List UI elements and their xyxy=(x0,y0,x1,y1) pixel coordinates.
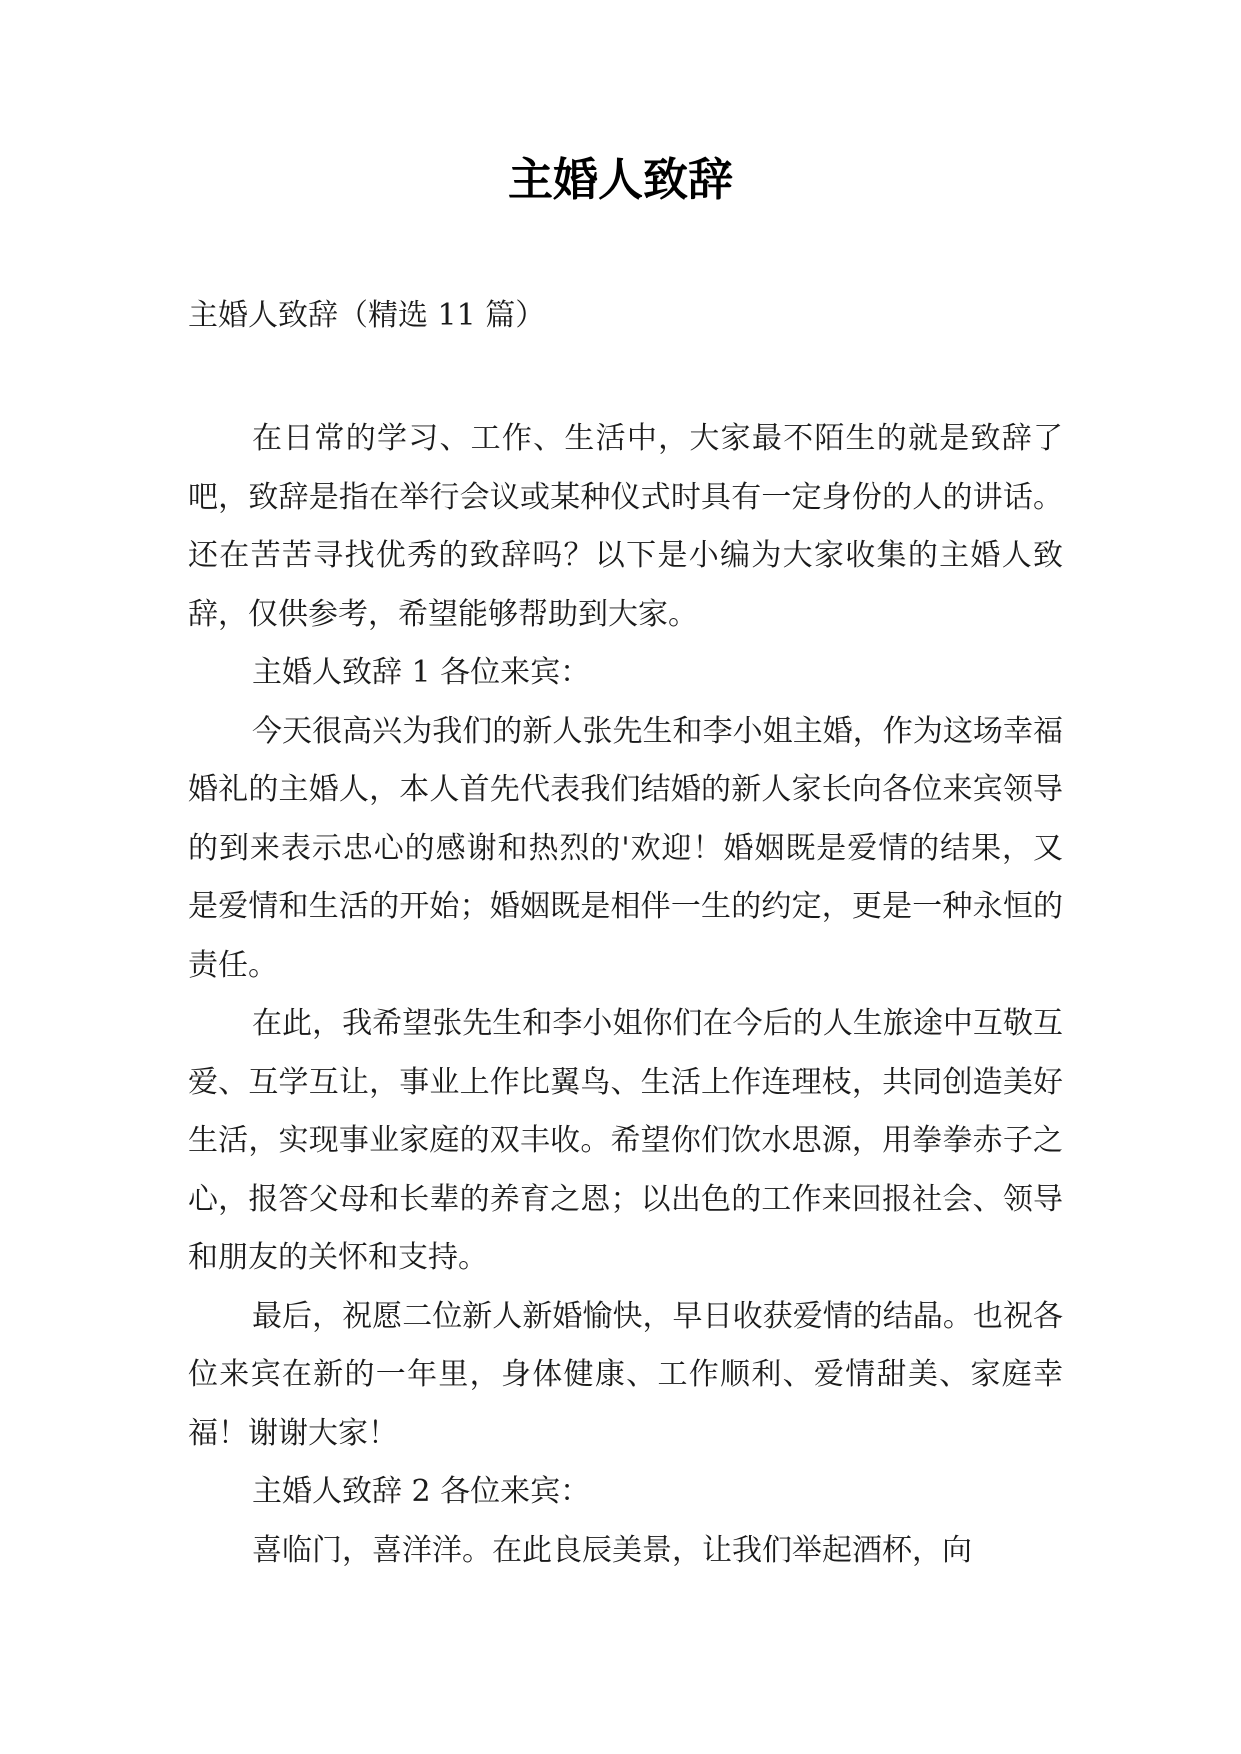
document-title: 主婚人致辞 xyxy=(507,153,733,206)
paragraph: 最后，祝愿二位新人新婚愉快，早日收获爱情的结晶。也祝各位来宾在新的一年里，身体健康、工作顺利、爱情甜美、家庭幸福！谢谢大家！ xyxy=(188,1298,1063,1451)
document-body xyxy=(188,410,1063,1580)
section-heading-1: 主婚人致辞 1 各位来宾： xyxy=(252,655,591,690)
section-heading-2: 主婚人致辞 2 各位来宾： xyxy=(252,1474,591,1509)
paragraph: 喜临门，喜洋洋。在此良辰美景，让我们举起酒杯，向 xyxy=(252,1532,972,1568)
paragraph: 在此，我希望张先生和李小姐你们在今后的人生旅途中互敬互爱、互学互让，事业上作比翼鸟、生活上作连理枝，共同创造美好生活，实现事业家庭的双丰收。希望你们饮水思源，用拳拳赤子之心，报答父母和长辈的养育之恩；以出色的工作来回报社会、领导和朋友的关怀和支持。 xyxy=(188,1006,1063,1275)
paragraph: 今天很高兴为我们的新人张先生和李小姐主婚，作为这场幸福婚礼的主婚人，本人首先代表我们结婚的新人家长向各位来宾领导的到来表示忠心的感谢和热烈的'欢迎！婚姻既是爱情的结果，又是爱情和生活的开始；婚姻既是相伴一生的约定，更是一种永恒的责任。 xyxy=(188,713,1063,983)
document-subtitle: 主婚人致辞（精选 11 篇） xyxy=(188,298,546,333)
paragraph-intro: 在日常的学习、工作、生活中，大家最不陌生的就是致辞了吧，致辞是指在举行会议或某种仪式时具有一定身份的人的讲话。还在苦苦寻找优秀的致辞吗？以下是小编为大家收集的主婚人致辞，仅供参考，希望能够帮助到大家。 xyxy=(188,421,1063,632)
